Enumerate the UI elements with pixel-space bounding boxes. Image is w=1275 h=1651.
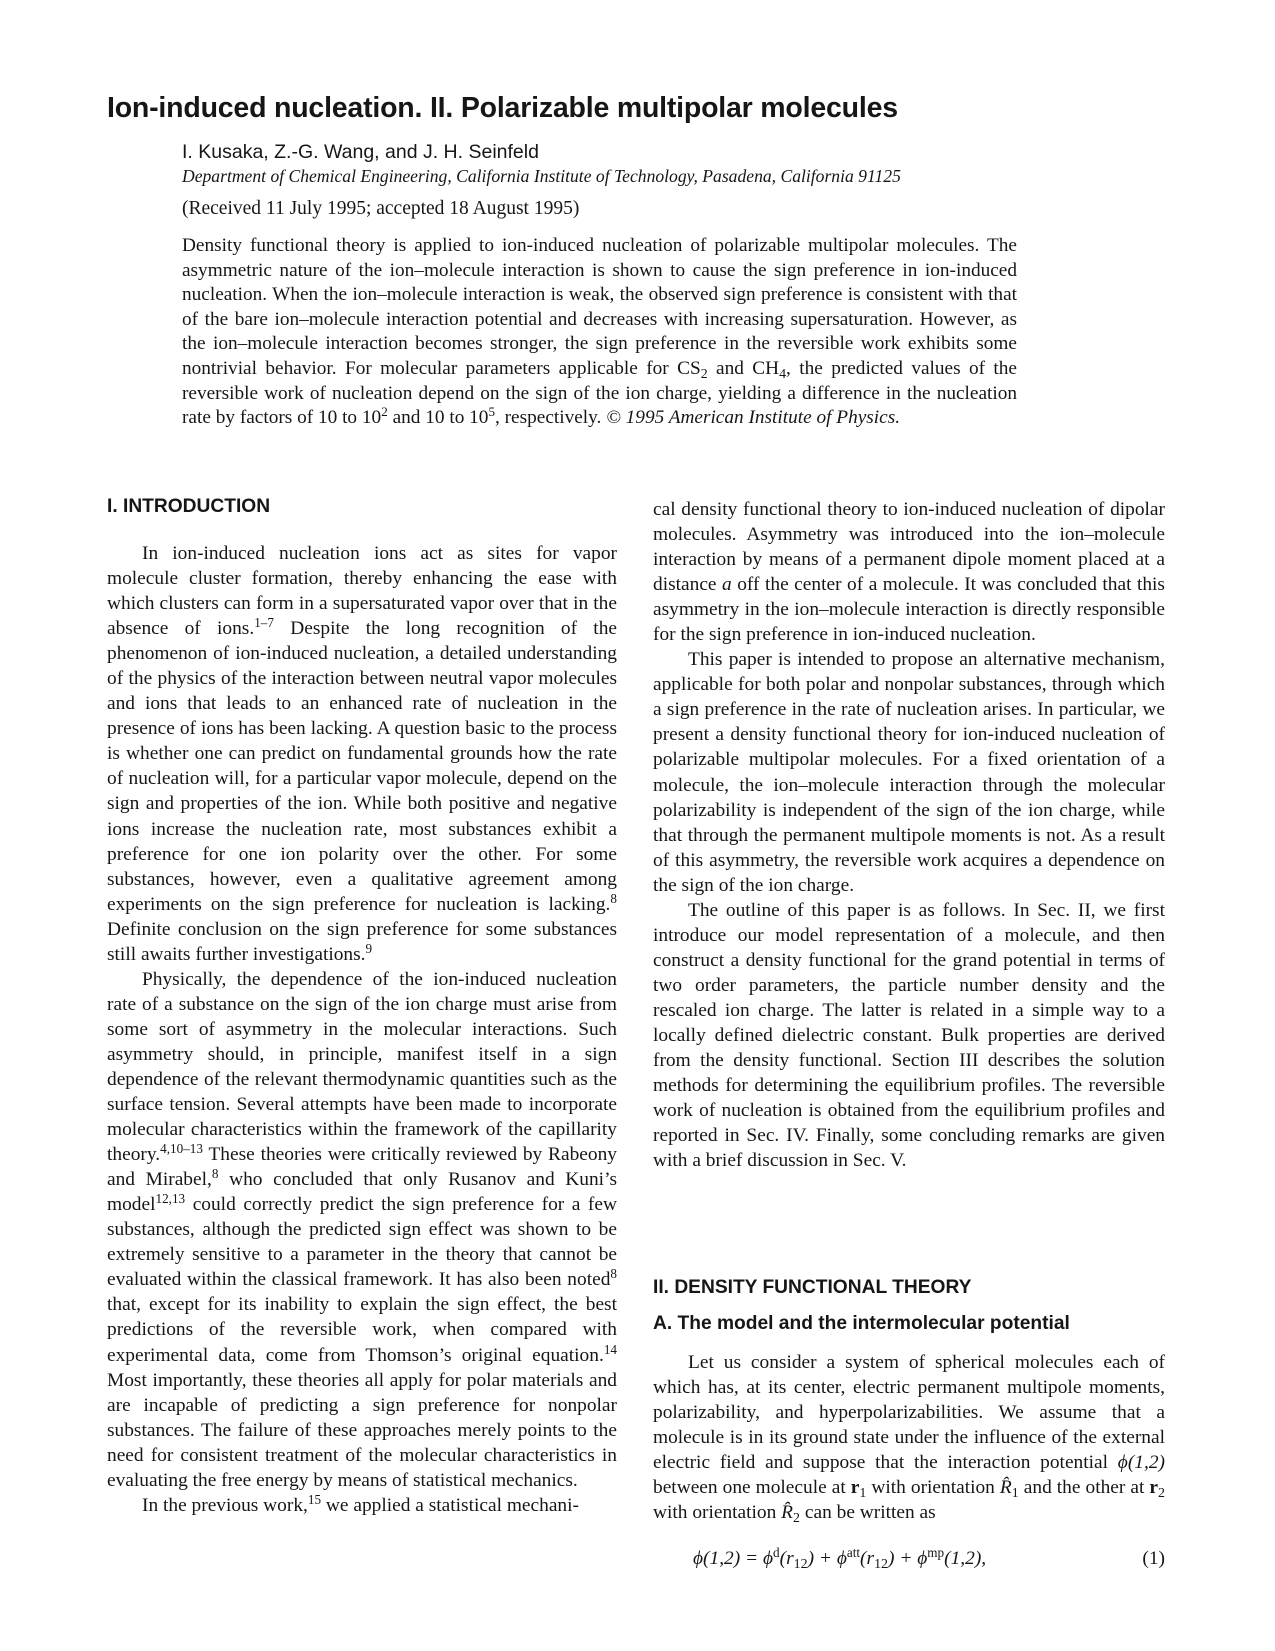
equation-term: ) + ϕ (807, 1548, 847, 1569)
abstract (182, 234, 1017, 431)
equation-term: ) + ϕ (888, 1548, 928, 1569)
paragraph-text: Most importantly, these theories all apply for polar materials and are incapable of predicting a sign preference for nonpolar substances. The failure of these approaches merely points to the need for consistent treatment of the molecular characteristics in evaluating the free energy by means of statistical mechanics. (107, 1369, 617, 1491)
copyright-notice: © 1995 American Institute of Physics. (606, 407, 901, 429)
equation-body (693, 1544, 987, 1572)
paragraph-text: we applied a statistical mechani- (321, 1494, 579, 1516)
abstract-subscript: 2 (700, 366, 708, 382)
paragraph-text: cal density functional theory to ion-induced nucleation of dipolar molecules. Asymmetry was introduced into the ion–molecule interaction by means of a permanent dipole moment placed at a distance (653, 499, 1165, 596)
section-heading-density-functional-theory: II. DENSITY FUNCTIONAL THEORY (653, 1277, 972, 1298)
paragraph-text: between one molecule at (653, 1477, 851, 1499)
citation-reference: 9 (365, 940, 373, 956)
citation-reference: 14 (603, 1341, 617, 1357)
equation-superscript: d (773, 1544, 780, 1560)
paragraph-text: who concluded that only Rusanov and Kuni’s model (107, 1169, 618, 1216)
intro-paragraph-2 (107, 967, 617, 1493)
potential-symbol: ϕ(1,2) (1117, 1452, 1165, 1474)
orientation-subscript: 1 (1011, 1486, 1019, 1502)
abstract-text: Density functional theory is applied to ion-induced nucleation of polarizable multipolar molecules. The asymmetric nature of the ion–molecule interaction is shown to cause the sign preference in ion-induced nucleation. When the ion–molecule interaction is weak, the observed sign preference is consistent with that of the bare ion–molecule interaction potential and decreases with increasing supersaturation. However, as the ion–molecule interaction becomes stronger, the sign preference in the reversible work exhibits some nontrivial behavior. For molecular parameters applicable for CS (182, 235, 1017, 379)
citation-reference: 15 (307, 1491, 322, 1507)
right-column-body (653, 497, 1165, 1173)
variable-a: a (722, 574, 732, 596)
abstract-text: , respectively. (495, 407, 607, 429)
paragraph-text: Despite the long recognition of the phenomenon of ion-induced nucleation, a detailed understanding of the physics of the interaction between neutral vapor molecules and ions that leads to an enhanced rate of nucleation in the presence of ions has been lacking. A question basic to the process is whether one can predict on fundamental grounds how the rate of nucleation will, for a particular vapor molecule, depend on the sign and properties of the ion. While both positive and negative ions increase the nucleation rate, most substances exhibit a preference for one ion polarity over the other. For some substances, however, even a qualitative agreement among experiments on the sign preference for nucleation is lacking. (107, 618, 617, 915)
equation-term: (r (860, 1548, 875, 1569)
equation-term: ϕ(1,2) = ϕ (693, 1548, 774, 1569)
paragraph-text: Definite conclusion on the sign preference for some substances still awaits further investigations. (107, 918, 617, 965)
section-heading-introduction: I. INTRODUCTION (107, 496, 271, 517)
intro-paragraph-4: This paper is intended to propose an alternative mechanism, applicable for both polar and nonpolar substances, through which a sign preference in the rate of nucleation arises. In particular, we present a density functional theory for ion-induced nucleation of polarizable multipolar molecules. For a fixed orientation of a molecule, the ion–molecule interaction through the molecular polarizability is independent of the sign of the ion charge, while that through the permanent multipole moments is not. As a result of this asymmetry, the reversible work acquires a dependence on the sign of the ion charge. (653, 649, 1165, 896)
abstract-text: , the predicted values of the reversible work of nucleation depend on the sign of the ion charge, yielding a difference in the nucleation rate by factors of 10 to 10 (182, 357, 1017, 429)
equation-superscript: att (846, 1544, 861, 1560)
paragraph-text: In ion-induced nucleation ions act as sites for vapor molecule cluster formation, thereby enhancing the ease with which clusters can form in a supersaturated vapor over that in the absence of ions. (107, 543, 617, 640)
abstract-text: and 10 to 10 (387, 407, 489, 429)
orientation-subscript: 2 (793, 1511, 801, 1527)
citation-reference: 8 (610, 890, 617, 906)
citation-reference: 1–7 (254, 614, 274, 630)
received-dates: (Received 11 July 1995; accepted 18 August 1995) (182, 198, 580, 219)
abstract-superscript: 5 (488, 403, 495, 419)
subsection-heading-model: A. The model and the intermolecular potential (653, 1313, 1070, 1334)
equation-subscript: 12 (793, 1556, 808, 1572)
paragraph-text: Physically, the dependence of the ion-induced nucleation rate of a substance on the sign of the ion charge must arise from some sort of asymmetry in the molecular interactions. Such asymmetry should, in principle, manifest itself in a sign dependence of the relevant thermodynamic quantities such as the surface tension. Several attempts have been made to incorporate molecular characteristics within the framework of the capillarity theory. (107, 968, 617, 1166)
abstract-text: and CH (707, 357, 780, 379)
equation-term: (1,2), (944, 1548, 987, 1569)
citation-reference: 8 (610, 1266, 617, 1282)
equation-number: (1) (1142, 1548, 1165, 1569)
article-title: Ion-induced nucleation. II. Polarizable multipolar molecules (107, 92, 898, 124)
left-column-body (107, 541, 617, 1518)
position-vector: r (1149, 1477, 1158, 1499)
intro-paragraph-continued (653, 497, 1165, 647)
abstract-subscript: 4 (779, 366, 787, 382)
paragraph-text: off the center of a molecule. It was concluded that this asymmetry in the ion–molecule interaction is directly responsible for the sign preference in ion-induced nucleation. (653, 574, 1165, 646)
intro-paragraph-1 (107, 541, 617, 967)
author-list: I. Kusaka, Z.-G. Wang, and J. H. Seinfeld (182, 141, 539, 163)
paragraph-text: and the other at (1018, 1477, 1150, 1499)
citation-reference: 12,13 (155, 1190, 186, 1206)
equation-subscript: 12 (874, 1556, 889, 1572)
paragraph-text: with orientation (653, 1502, 782, 1524)
equation-term: (r (779, 1548, 794, 1569)
intro-paragraph-3 (107, 1493, 617, 1518)
citation-reference: 4,10–13 (160, 1140, 203, 1156)
vector-subscript: 1 (859, 1486, 867, 1502)
vector-subscript: 2 (1158, 1486, 1165, 1502)
paragraph-text: In the previous work, (142, 1494, 308, 1516)
equation-1 (653, 1544, 1165, 1576)
paragraph-text: could correctly predict the sign preference for a few substances, although the predicted sign effect was shown to be extremely sensitive to a parameter in the theory that cannot be evaluated within the classical framework. It has also been noted (107, 1194, 617, 1291)
orientation-symbol: R̂ (999, 1477, 1012, 1499)
equation-superscript: mp (927, 1544, 945, 1560)
affiliation: Department of Chemical Engineering, California Institute of Technology, Pasadena, California 91125 (182, 166, 901, 186)
citation-reference: 8 (211, 1165, 219, 1181)
paragraph-text: with orientation (866, 1477, 1000, 1499)
paragraph-text: Let us consider a system of spherical molecules each of which has, at its center, electric permanent multipole moments, polarizability, and hyperpolarizabilities. We assume that a molecule is in its ground state under the influence of the external electric field and suppose that the interaction potential (653, 1352, 1165, 1474)
position-vector: r (850, 1477, 860, 1499)
orientation-symbol: R̂ (781, 1502, 794, 1524)
intro-paragraph-5: The outline of this paper is as follows. In Sec. II, we first introduce our model representation of a molecule, and then construct a density functional for the grand potential in terms of two order parameters, the particle number density and the rescaled ion charge. The latter is related in a simple way to a locally defined dielectric constant. Bulk properties are derived from the density functional. Section III describes the solution methods for determining the equilibrium profiles. The reversible work of nucleation is obtained from the equilibrium profiles and reported in Sec. IV. Finally, some concluding remarks are given with a brief discussion in Sec. V. (653, 899, 1165, 1172)
model-paragraph-1 (653, 1350, 1165, 1525)
paragraph-text: can be written as (800, 1502, 936, 1524)
paragraph-text: These theories were critically reviewed by Rabeony and Mirabel, (107, 1144, 617, 1191)
paragraph-text: that, except for its inability to explain the sign effect, the best predictions of the reversible work, when compared with experimental data, come from Thomson’s original equation. (107, 1294, 617, 1366)
abstract-superscript: 2 (381, 403, 388, 419)
model-section-body (653, 1350, 1165, 1525)
